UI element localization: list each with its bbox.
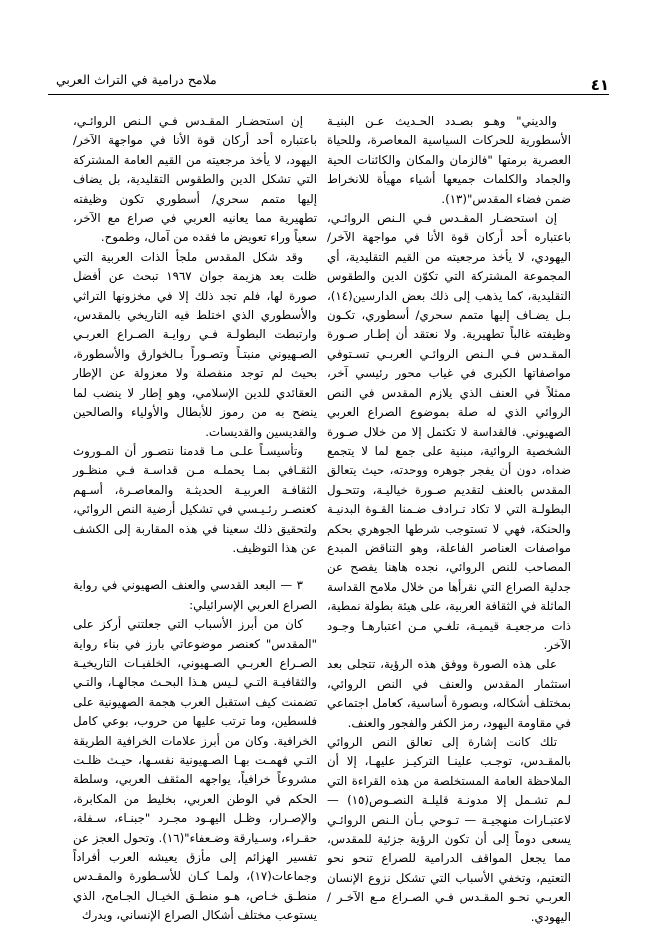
paragraph: والديني" وهـو بصـدد الحـديث عـن البنيـة الأسطورية للحركات السياسية المعاصرة، وللحياة العصرية برمتها "فالزمان والمكان والكائنات الحية والجماد والكلمات جميعها أشياء مهيأة للانخراط ضمن فضاء المقدس"(١٣). (327, 114, 571, 206)
paragraph: إن استحضـار المقـدس فـي الـنص الروائـي، باعتباره أحد أركان قوة الأنا في مواجهة الآخر/ اليهود، لا يأخذ مرجعيته من القيم العامة المشتركة التي تشكل الدين والطقوس التقليدية، بل يضاف إليها متمم سحري/ أسطوري تكون وظيفته تطهيرية مما يعانيه العربي في صراع مع الآخر، سعياً وراء تعويض ما فقده من آمال، وطموح. (73, 114, 317, 245)
section-gap (73, 558, 317, 576)
left-column (73, 112, 317, 926)
right-column (327, 112, 571, 927)
page-number: ٤١ (590, 76, 609, 94)
section-heading: ٣ — البعد القدسي والعنف الصهيوني في رواية الصراع العربي الإسرائيلي: (73, 578, 317, 612)
paragraph: وتأسيسـاً علـى مـا قدمنا نتصـور أن المـوروث الثقـافي بمـا يحملـه مـن قداسـة فـي منظـور الثقافـة العربيـة الحديثـة والمعاصـرة، أسـهم كعنصـر رئـيـسي في تشكيل أرضية النص الروائي، ولتحقيق ذلك سعينا في هذه المقاربة إلى الكشف عن هذا التوظيف. (73, 443, 317, 555)
paragraph: كان من أبرز الأسباب التي جعلتني أركز على "المقدس" كعنصر موضوعاتي بارز في بناء رواية الصـراع العربـي الصـهيوني، الخلفيـات التاريخيـة والثقافيـة التـي لـيس هـذا البحـث مجالهـا، والتـي تضمنت كيف استقبل العرب هجمة الصهيونية على فلسطين، وما ترتب عليها من حروب، بوعي كامل الخرافية. وكان من أبرز علامات الخرافية الطريقة التـي فهمـت بهـا الصـهيونية نفسـها، حيـث ظلـت مشروعاً خرافياً، يواجهه المثقف العربي، وسلطة الحكم في الوطن العربي، بخليط من المكابرة، والإصـرار، وظـل اليهـود مجـرد "جبنـاء، سـفلة، حقـراء، وسـيارقة وضـعفاء"(١٦). وتحول العجز عن تفسير الهزائم إلى مأزق يعيشه العرب أفراداً وجماعات(١٧)، ولمـا كـان للأسـطورة والمقـدس منطـق خـاص، هـو منطـق الخيـال الجـامح، الذي يستوعب مختلف أشكال الصراع الإنساني، ويدرك (73, 617, 317, 923)
header-rule (48, 94, 609, 95)
paragraph: على هذه الصورة ووفق هذه الرؤية، تتجلى بعد استثمار المقدس والعنف في النص الروائي، بمختلف أشكاله، وبصورة أساسية، كعامل اجتماعي في مقاومة اليهود، رمز الكفر والفجور والعنف. (327, 657, 571, 730)
running-title: ملامح درامية في التراث العربي (56, 72, 217, 87)
paragraph: إن استحضـار المقـدس فـي الـنص الروائـي، باعتباره أحد أركان قوة الأنا في مواجهة الآخر/ اليهودي، لا يأخذ مرجعيته من القيم التقليدية، أي المجموعة المشتركة التي تكوّن الدين والطقوس التقليدية، كما يذهب إلى ذلك بعض الدارسين(١٤)، بـل يضـاف إليها متمم سحري/ أسطوري، تكـون وظيفته غالباً تطهيرية. ولا نعتقد أن إطـار صـورة المقـدس فـي الـنص الروائـي العربـي تسـتوفي مواصفاتها الكبرى في غياب محور رئيسي آخر، ممثلاً في العنف الذي يلازم المقدس في النص الروائي الذي له صلة بموضوع الصراع العربي الصهيوني. فالقداسة لا تكتمل إلا من خلال صـورة الشخصية الروائية، مبنية على جمع لما لا يتجمع ضداه، دون أن يفجر جوهره ووحدته، حيث يتعالق المقدس بالعنف لتقديم صـورة خياليـة، وتتحـول البطولـة التي لا تكاد تـرادف ضـمنا القـوة البدنيـة والحنكة، فهي لا تستوجب شرطها الجوهري بحكم مواصفات العناصر الفاعلة، وهو التناقض المبدع المصاحب للنص الروائي، نجده هاهنا يفصح عن جدلية الصراع التي نقرأها من خلال ملامح القداسة الماثلة في الثقافة العربية، على هيئة بطولة نمطية، ذات مرجعيـة قيميـة، تلغـي مـن اعتبارهـا وجـود الآخر. (327, 211, 571, 652)
paragraph: تلك كانت إشارة إلى تعالق النص الروائي بالمقـدس، توجـب علينـا التركيـز عليهـا، إلا أن الملاحظة العامة المستخلصة من هذه القراءة التي لـم تشـمل إلا مدونـة قليلـة النصـوص(١٥) — لاعتبـارات منهجيـة — تـوحي بـأن الـنص الروائـي يسعى دوماً إلى أن تكون الرؤية جزئية للمقدس، مما يجعل المواقف الدرامية للصراع تنحو نحو التعتيم، وتخفي الأسباب التي تشكل نزوع الإنسان العربـي نحـو المقـدس فـي الصـراع مـع الآخـر / اليهودي. (327, 735, 571, 924)
page-header (48, 70, 609, 92)
paragraph: وقد شكل المقدس ملجأ الذات العربية التي ظلت بعد هزيمة جوان ١٩٦٧ تبحث عن أفضل صورة لها، فلم تجد ذلك إلا في مخزونها التراثي والأسطوري الذي اختلط فيه التاريخي بالمقدس، وارتبطت البطولـة فـي روايـة الصـراع العربـي الصـهيوني منبتـاً وتصـوراً بـالخوارق والأسطورة، بحيث لم توجد منفصلة ولا معزولة عن الإطار العقائدي للدين الإسلامي، وهو إطار لا ينضب لما ينضح به من رموز للأبطال والأولياء والصالحين والقديسين والقديسات. (73, 249, 317, 439)
